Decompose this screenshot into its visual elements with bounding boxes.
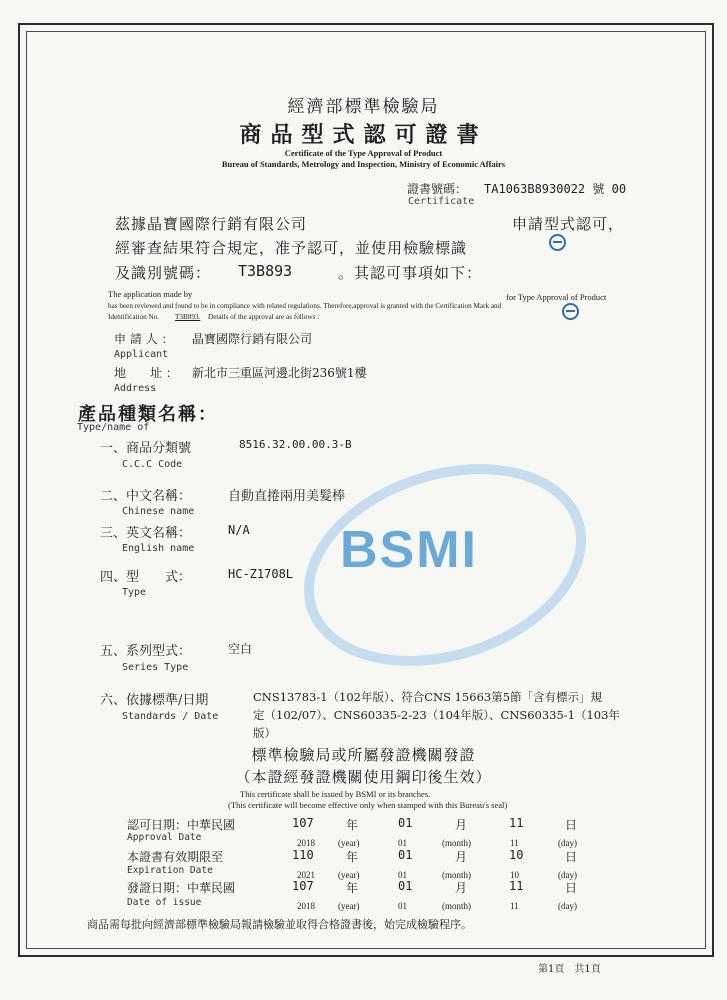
statement-line3-prefix: 及識別號碼： bbox=[115, 264, 212, 282]
approval-day-en: (day) bbox=[558, 838, 577, 848]
issue-month-en: (month) bbox=[442, 901, 471, 911]
certificate-number-label: 證書號碼： bbox=[407, 182, 468, 196]
statement-line3-tail: 。其認可事項如下： bbox=[338, 264, 483, 282]
expiration-day-num: 10 bbox=[510, 870, 519, 880]
standards-line1: CNS13783-1（102年版）、符合CNS 15663第5節「含有標示」規 bbox=[253, 690, 603, 704]
english-name-label-en: English name bbox=[122, 543, 195, 554]
product-heading-en: Type/name of bbox=[77, 422, 150, 433]
approval-day-cn: 日 bbox=[565, 818, 578, 832]
expiration-date-label: 本證書有效期限至 bbox=[127, 850, 224, 864]
issue-month: 01 bbox=[398, 879, 413, 893]
certificate-label-en: Certificate bbox=[408, 196, 475, 207]
expiration-day: 10 bbox=[509, 848, 524, 862]
bsmi-watermark: BSMI bbox=[340, 521, 478, 579]
expiration-month: 01 bbox=[398, 848, 413, 862]
issuance-cn2: （本證經發證機關使用鋼印後生效） bbox=[235, 768, 492, 786]
english-name-value: N/A bbox=[228, 523, 250, 537]
issue-year-cn: 年 bbox=[346, 881, 359, 895]
approval-date-label: 認可日期：中華民國 bbox=[127, 818, 236, 832]
expiration-day-en: (day) bbox=[558, 870, 577, 880]
statement-line1-tail: 申請型式認可， bbox=[512, 215, 625, 233]
type-label: 四、型 式： bbox=[100, 570, 192, 585]
issue-day-cn: 日 bbox=[565, 881, 578, 895]
approval-date-label-en: Approval Date bbox=[127, 832, 202, 843]
standards-label-en: Standards / Date bbox=[122, 711, 219, 722]
page-number: 第1頁 共1頁 bbox=[538, 964, 601, 975]
issuance-en2: (This certificate will become effective only when stamped with this Bureau's seal) bbox=[228, 800, 508, 810]
bureau-name-cn: 經濟部標準檢驗局 bbox=[287, 97, 440, 117]
expiration-month-cn: 月 bbox=[455, 850, 468, 864]
series-type-label: 五、系列型式： bbox=[100, 644, 192, 659]
expiration-month-num: 01 bbox=[398, 870, 407, 880]
issue-year-en: (year) bbox=[338, 901, 360, 911]
issue-month-num: 01 bbox=[398, 901, 407, 911]
standards-label: 六、依據標準/日期 bbox=[100, 693, 209, 708]
statement-en-line3-id: T3B893. bbox=[175, 313, 201, 321]
statement-en-line1-tail: for Type Approval of Product bbox=[506, 292, 607, 302]
series-type-value: 空白 bbox=[228, 642, 253, 656]
approval-day: 11 bbox=[509, 816, 524, 830]
statement-en-line1: The application made by bbox=[108, 289, 193, 299]
statement-en-line3-tail: Details of the approval are as follows : bbox=[208, 313, 320, 321]
approval-roc-year: 107 bbox=[292, 816, 314, 830]
english-name-label: 三、英文名稱： bbox=[100, 526, 192, 541]
statement-en-line3-prefix: Identification No. bbox=[108, 313, 160, 321]
certificate-title-cn: 商品型式認可證書 bbox=[239, 122, 488, 148]
approval-year-cn: 年 bbox=[346, 818, 359, 832]
approval-year-en: (year) bbox=[338, 838, 360, 848]
issue-day-en: (day) bbox=[558, 901, 577, 911]
applicant-value: 晶寶國際行銷有限公司 bbox=[192, 332, 313, 346]
certificate-number-value: TA1063B8930022 號 00 bbox=[484, 182, 627, 196]
approval-month-cn: 月 bbox=[455, 818, 468, 832]
approval-day-num: 11 bbox=[510, 838, 519, 848]
statement-company: 茲據晶寶國際行銷有限公司 bbox=[115, 215, 308, 233]
standards-line2: 定（102/07）、CNS60335-2-23（104年版）、CNS60335-1（103年 bbox=[253, 708, 620, 722]
product-heading: 產品種類名稱： bbox=[78, 404, 218, 425]
statement-line2: 經審查結果符合規定，准予認可，並使用檢驗標識 bbox=[115, 239, 468, 257]
chinese-name-label-en: Chinese name bbox=[122, 506, 195, 517]
expiration-year-ad: 2021 bbox=[297, 870, 315, 880]
expiration-roc-year: 110 bbox=[292, 848, 314, 862]
ccc-code-value: 8516.32.00.00.3-B bbox=[239, 438, 352, 451]
type-value: HC-Z1708L bbox=[228, 567, 294, 581]
certification-mark-en-icon bbox=[562, 303, 579, 320]
approval-month: 01 bbox=[398, 816, 413, 830]
approval-year-ad: 2018 bbox=[297, 838, 315, 848]
expiration-month-en: (month) bbox=[442, 870, 471, 880]
expiration-year-en: (year) bbox=[338, 870, 360, 880]
applicant-label: 申 請 人 ： bbox=[114, 332, 174, 346]
footer-note: 商品需每批向經濟部標準檢驗局報請檢驗並取得合格證書後，始完成檢驗程序。 bbox=[87, 918, 472, 931]
expiration-date-label-en: Expiration Date bbox=[127, 865, 213, 876]
certification-mark-icon bbox=[549, 234, 566, 251]
issue-month-cn: 月 bbox=[455, 881, 468, 895]
identification-number: T3B893 bbox=[238, 262, 293, 280]
certificate-title-en: Certificate of the Type Approval of Product bbox=[284, 148, 443, 158]
approval-month-en: (month) bbox=[442, 838, 471, 848]
issue-roc-year: 107 bbox=[292, 879, 314, 893]
approval-month-num: 01 bbox=[398, 838, 407, 848]
statement-en-line2: has been reviewed and found to be in compliance with related regulations. Therefore,approval is granted with the Certification Mark and bbox=[108, 302, 502, 310]
issue-date-label-en: Date of issue bbox=[127, 897, 202, 908]
applicant-label-en: Applicant bbox=[114, 349, 169, 360]
issue-date-label: 發證日期：中華民國 bbox=[127, 881, 236, 895]
issuance-cn1: 標準檢驗局或所屬發證機關發證 bbox=[251, 746, 476, 764]
issue-day: 11 bbox=[509, 879, 524, 893]
chinese-name-label: 二、中文名稱： bbox=[100, 489, 192, 504]
expiration-day-cn: 日 bbox=[565, 850, 578, 864]
standards-line3: 版） bbox=[253, 726, 276, 740]
issue-day-num: 11 bbox=[510, 901, 519, 911]
chinese-name-value: 自動直捲兩用美髮棒 bbox=[228, 489, 346, 504]
type-label-en: Type bbox=[122, 587, 147, 598]
address-label-en: Address bbox=[114, 383, 157, 394]
expiration-year-cn: 年 bbox=[346, 850, 359, 864]
issuance-en1: This certificate shall be issued by BSMI or its branches. bbox=[240, 789, 431, 799]
bureau-name-en: Bureau of Standards, Metrology and Inspection, Ministry of Economic Affairs bbox=[221, 159, 506, 169]
issue-year-ad: 2018 bbox=[297, 901, 315, 911]
address-label: 地 址 ： bbox=[114, 366, 178, 380]
series-type-label-en: Series Type bbox=[122, 662, 189, 673]
ccc-code-label: 一、商品分類號 bbox=[100, 441, 192, 456]
ccc-code-label-en: C.C.C Code bbox=[122, 459, 183, 470]
address-value: 新北市三重區河邊北街236號1樓 bbox=[192, 366, 367, 380]
